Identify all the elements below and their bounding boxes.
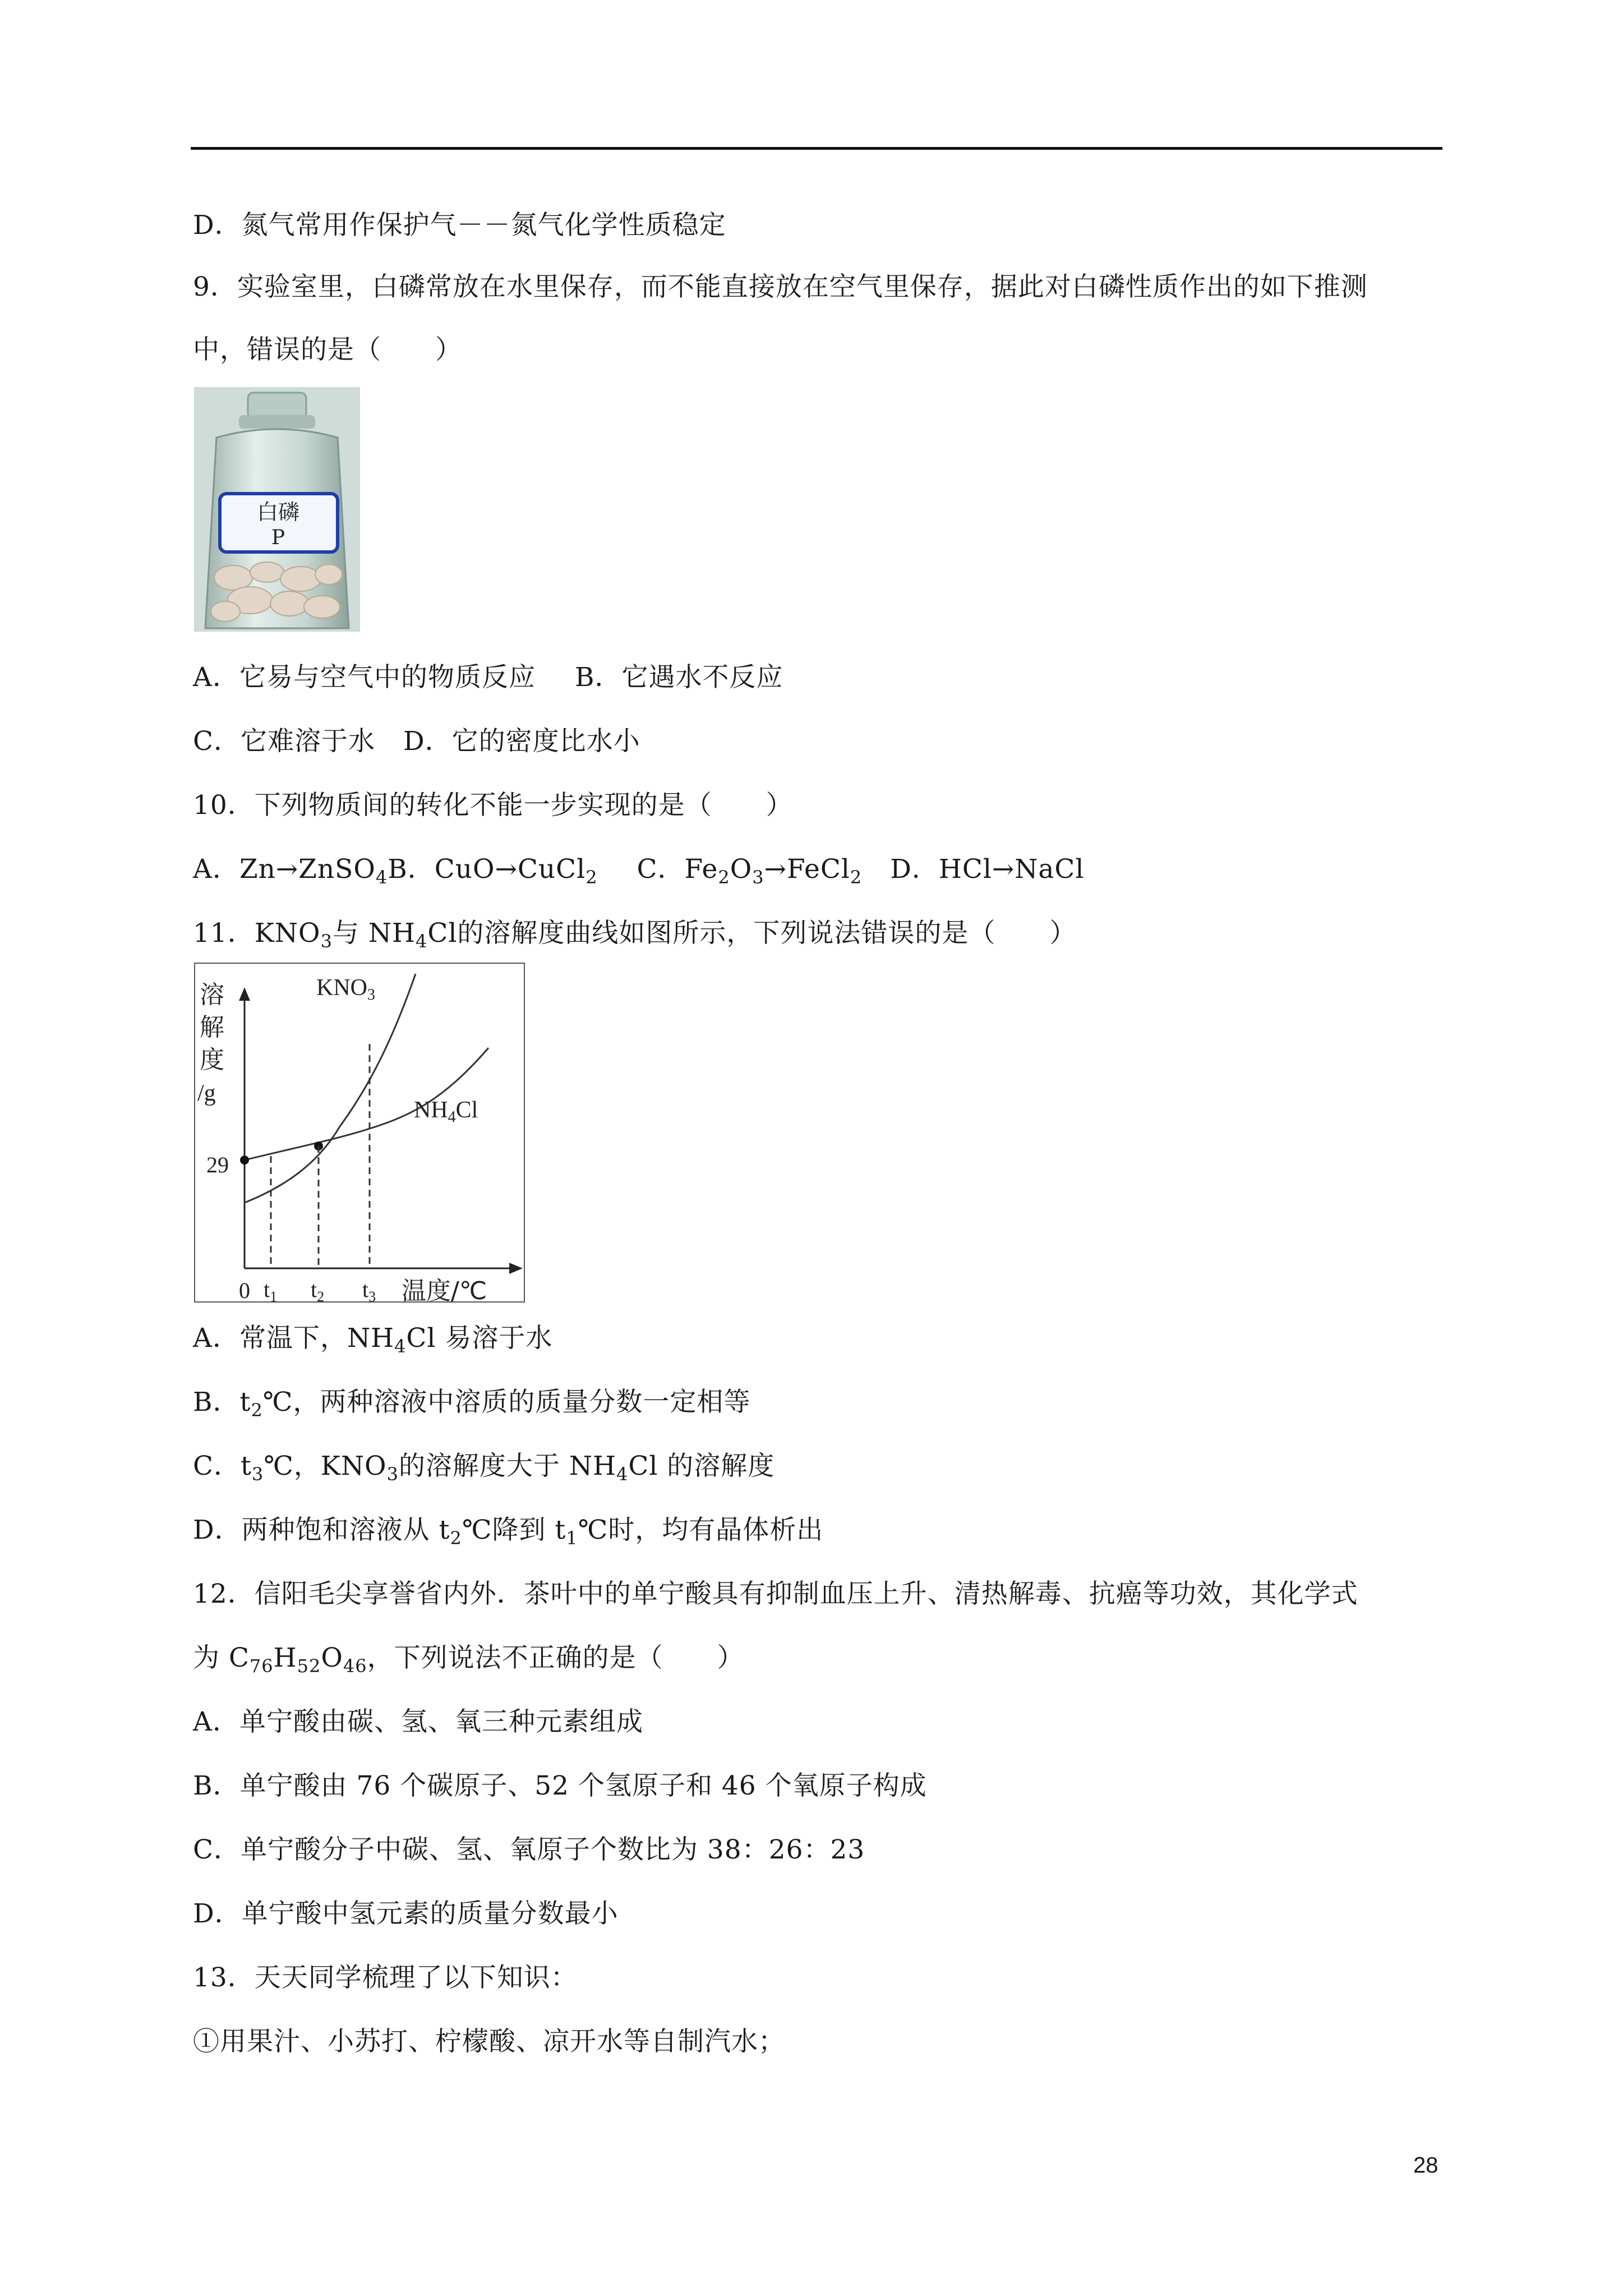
q11-option-d: D．两种饱和溶液从 $t_2℃$降到 $t_1℃$时，均有晶体析出	[193, 1515, 824, 1549]
q9-option-d: D．它的密度比水小	[403, 726, 640, 757]
y-axis-label-char-1: 溶	[200, 981, 224, 1009]
q10-option-d: D．HCl→NaCl	[890, 854, 1085, 885]
q12-option-d: D．单宁酸中氢元素的质量分数最小	[193, 1898, 619, 1929]
q9-options-row1	[193, 660, 783, 696]
q12-option-a: A．单宁酸由碳、氢、氧三种元素组成	[193, 1706, 643, 1737]
kno3-series-label: KNO3	[316, 975, 375, 1004]
q11-option-c: C．$t_3℃$，$KNO_3$的溶解度大于 $NH_4Cl$ 的溶解度	[193, 1451, 775, 1485]
q9-stem-line1: 9．实验室里，白磷常放在水里保存，而不能直接放在空气里保存，据此对白磷性质作出的如下推测	[193, 272, 1368, 302]
bottle-label-line2: P	[271, 526, 285, 549]
q9-stem-line2: 中，错误的是（ ）	[193, 334, 462, 365]
q10-options	[193, 852, 1084, 887]
y-axis-label-char-4: /g	[197, 1080, 216, 1106]
q10-option-b: B．CuO→CuCl$_2$	[388, 854, 598, 888]
solubility-curve-graph	[194, 963, 525, 1306]
q11-option-a: A．常温下，$NH_4Cl$ 易溶于水	[193, 1323, 553, 1357]
q9-option-c: C．它难溶于水	[193, 726, 375, 757]
white-phosphorus-bottle-image	[194, 387, 360, 632]
point-29	[240, 1156, 249, 1165]
q10-option-a: A．Zn→ZnSO$_4$	[193, 854, 388, 888]
y-tick-29: 29	[206, 1152, 229, 1177]
x-tick-t3: $t_3$	[362, 1277, 376, 1305]
q13-item-1: ①用果汁、小苏打、柠檬酸、凉开水等自制汽水；	[193, 2026, 785, 2057]
q12-stem-line1: 12．信阳毛尖享誉省内外．茶叶中的单宁酸具有抑制血压上升、清热解毒、抗癌等功效，其化学式	[193, 1579, 1358, 1609]
q8-option-d: D．氮气常用作保护气－－氮气化学性质稳定	[193, 210, 726, 241]
x-tick-t1: $t_1$	[264, 1277, 278, 1305]
x-tick-0: 0	[239, 1278, 250, 1303]
x-tick-t2: $t_2$	[311, 1277, 325, 1305]
q11-stem: 11．$KNO_3$与 $NH_4Cl$的溶解度曲线如图所示，下列说法错误的是（ ）	[193, 918, 1077, 952]
x-axis-label: 温度/℃	[402, 1277, 487, 1305]
q10-stem: 10．下列物质间的转化不能一步实现的是（ ）	[193, 790, 793, 821]
q10-option-c: C．$Fe_2O_3\to FeCl_2$	[637, 854, 863, 888]
header-rule	[191, 147, 1442, 150]
q12-option-b: B．单宁酸由 76 个碳原子、52 个氢原子和 46 个氧原子构成	[193, 1770, 927, 1801]
q12-option-c: C．单宁酸分子中碳、氢、氧原子个数比为 38：26：23	[193, 1834, 865, 1865]
q9-option-a: A．它易与空气中的物质反应	[193, 662, 536, 693]
y-axis-label-char-2: 解	[200, 1013, 224, 1042]
q9-options-row2	[193, 724, 640, 760]
q12-stem-line2: 为 $C_{76}H_{52}O_{46}$，下列说法不正确的是（ ）	[193, 1642, 744, 1677]
bottle-label-line1: 白磷	[256, 500, 300, 524]
q13-stem: 13．天天同学梳理了以下知识：	[193, 1962, 578, 1993]
page-number: 28	[1413, 2153, 1438, 2178]
y-axis-label-char-3: 度	[200, 1046, 224, 1074]
q9-option-b: B．它遇水不反应	[574, 662, 783, 693]
q11-option-b: B．$t_2℃$，两种溶液中溶质的质量分数一定相等	[193, 1387, 751, 1421]
nh4cl-series-label: NH4Cl	[414, 1097, 478, 1126]
